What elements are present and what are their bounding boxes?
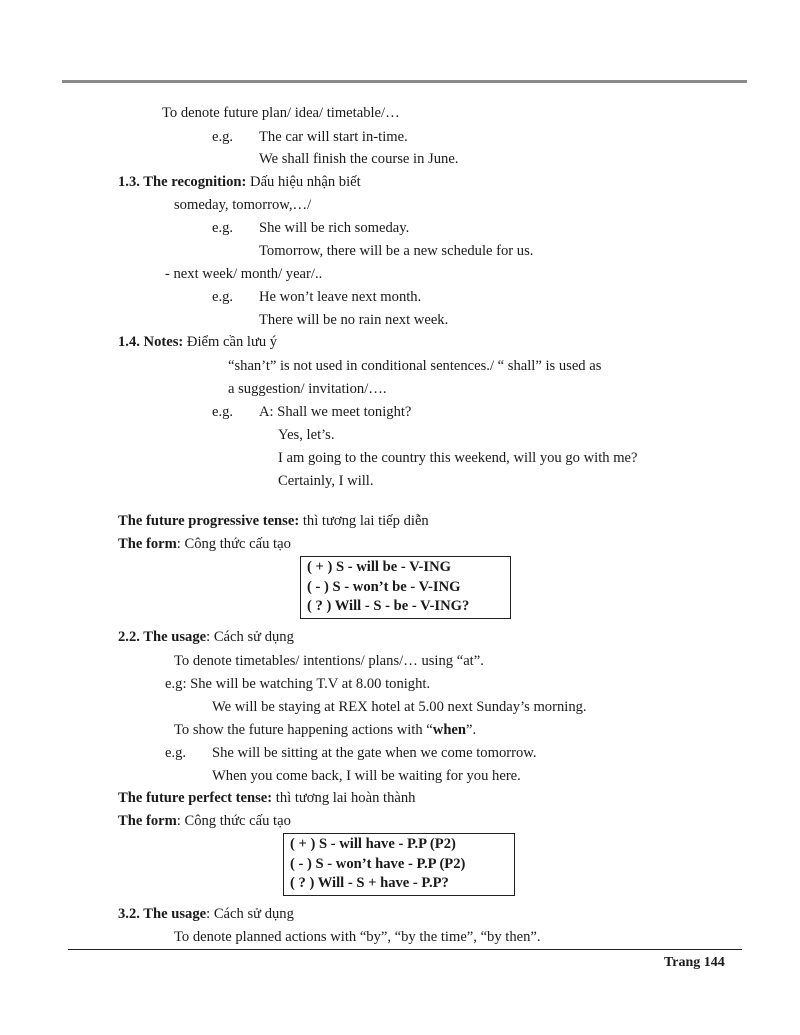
text-line: He won’t leave next month.	[259, 289, 422, 305]
text-line: To denote future plan/ idea/ timetable/…	[162, 105, 400, 121]
text-line: She will be sitting at the gate when we come tomorrow.	[212, 745, 537, 761]
text-line: e.g: She will be watching T.V at 8.00 tonight.	[165, 676, 431, 692]
text-line: There will be no rain next week.	[259, 312, 449, 328]
footer-rule	[68, 949, 742, 950]
heading-notes: 1.4. Notes: Điểm cần lưu ý	[118, 334, 278, 350]
header-rule	[62, 80, 747, 83]
formula-row: ( - ) S - won’t be - V-ING	[307, 578, 461, 595]
heading-form: The form: Công thức cấu tạo	[118, 813, 291, 829]
text-line: I am going to the country this weekend, will you go with me?	[278, 450, 638, 466]
heading-recognition: 1.3. The recognition: Dấu hiệu nhận biết	[118, 174, 361, 190]
text-line: We shall finish the course in June.	[259, 151, 459, 167]
eg-label: e.g.	[212, 220, 234, 236]
eg-label: e.g.	[212, 129, 234, 145]
eg-label: e.g.	[165, 745, 187, 761]
formula-box-progressive	[300, 556, 511, 619]
eg-label: e.g.	[212, 289, 234, 305]
text-line: Certainly, I will.	[278, 473, 374, 489]
text-line: someday, tomorrow,…/	[174, 197, 312, 213]
heading-usage: 3.2. The usage: Cách sử dụng	[118, 906, 294, 922]
text-line: - next week/ month/ year/..	[165, 266, 323, 282]
heading-future-progressive: The future progressive tense: thì tương lai tiếp diễn	[118, 513, 429, 529]
text-line: We will be staying at REX hotel at 5.00 next Sunday’s morning.	[212, 699, 587, 715]
heading-future-perfect: The future perfect tense: thì tương lai hoàn thành	[118, 790, 416, 806]
page-number: Trang 144	[664, 955, 725, 970]
heading-usage: 2.2. The usage: Cách sử dụng	[118, 629, 294, 645]
text-line: Yes, let’s.	[278, 427, 335, 443]
formula-row: ( + ) S - will be - V-ING	[307, 559, 451, 575]
formula-row: ( - ) S - won’t have - P.P (P2)	[290, 855, 466, 872]
eg-label: e.g.	[212, 404, 234, 420]
formula-box-perfect	[283, 833, 515, 896]
formula-row: ( + ) S - will have - P.P (P2)	[290, 836, 456, 852]
text-line: To denote timetables/ intentions/ plans/… using “at”.	[174, 653, 484, 669]
text-line: “shan’t” is not used in conditional sentences./ “ shall” is used as	[228, 358, 602, 374]
formula-row: ( ? ) Will - S - be - V-ING?	[307, 598, 470, 614]
text-line: A: Shall we meet tonight?	[259, 404, 412, 420]
heading-form: The form: Công thức cấu tạo	[118, 536, 291, 552]
text-line: To show the future happening actions with “when”.	[174, 722, 477, 738]
text-line: She will be rich someday.	[259, 220, 410, 236]
text-line: To denote planned actions with “by”, “by the time”, “by then”.	[174, 929, 541, 945]
text-line: When you come back, I will be waiting for you here.	[212, 768, 521, 784]
text-line: Tomorrow, there will be a new schedule for us.	[259, 243, 534, 259]
text-line: The car will start in-time.	[259, 129, 408, 145]
text-line: a suggestion/ invitation/….	[228, 381, 387, 397]
formula-row: ( ? ) Will - S + have - P.P?	[290, 875, 449, 891]
